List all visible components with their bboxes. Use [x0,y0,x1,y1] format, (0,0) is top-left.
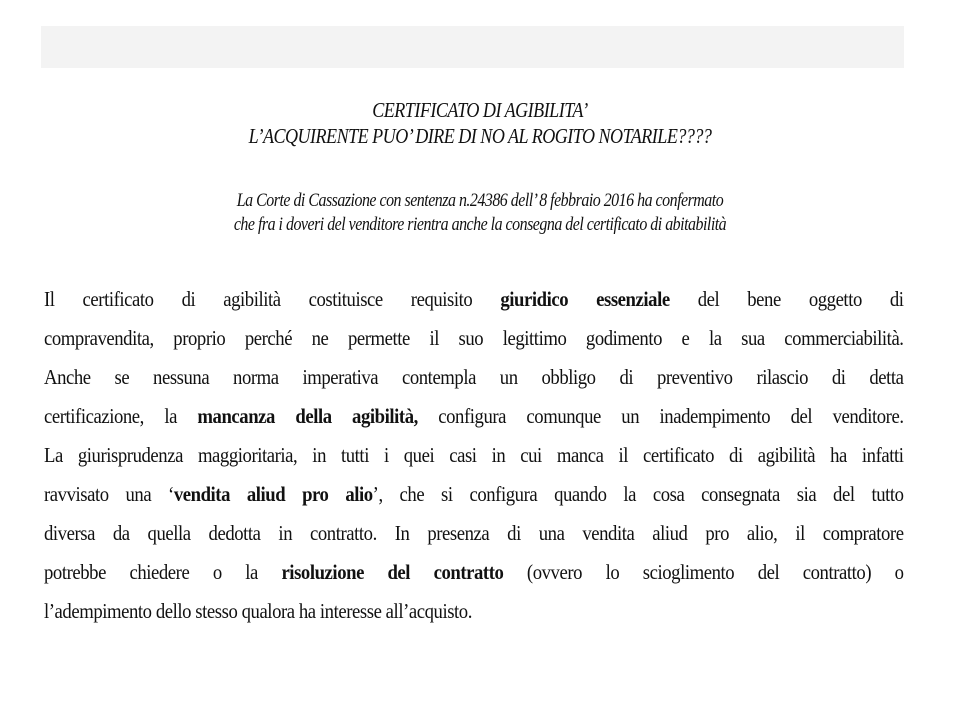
bold-term: giuridico essenziale [500,287,670,311]
bold-term: vendita aliud pro alio [173,482,373,506]
body-text-segment: configura comunque un inadempimento del venditore. [417,404,904,428]
bold-term: risoluzione del contratto [281,560,504,584]
body-text-segment: Il certificato di agibilità costituisce requisito [44,287,501,311]
body-line: Anche se nessuna norma imperativa contempla un obbligo di preventivo rilascio di detta [44,365,904,389]
document-title-question: L’ACQUIRENTE PUO’ DIRE DI NO AL ROGITO NOTARILE???? [248,124,712,148]
bold-term: mancanza della agibilità, [197,404,418,428]
body-line: l’adempimento dello stesso qualora ha interesse all’acquisto. [44,599,472,623]
document-title: CERTIFICATO DI AGIBILITA’ [372,98,588,122]
body-text-segment: ravvisato una ‘ [44,482,174,506]
body-text-segment: certificazione, la [44,404,198,428]
body-text-segment: potrebbe chiedere o la [44,560,282,584]
body-line: compravendita, proprio perché ne permette il suo legittimo godimento e la sua commerciabilità. [44,326,904,350]
body-line [44,397,904,436]
subtitle-seller-duties: che fra i doveri del venditore rientra anche la consegna del certificato di abitabilità [233,214,727,235]
header-band [41,26,904,68]
body-line [44,475,904,514]
body-line [44,553,904,592]
body-line [44,280,904,319]
body-line: diversa da quella dedotta in contratto. In presenza di una vendita aliud pro alio, il compratore [44,521,904,545]
body-paragraph [44,280,904,631]
subtitle-sentence-reference: La Corte di Cassazione con sentenza n.24386 dell’ 8 febbraio 2016 ha confermato [236,190,724,211]
body-text-segment: ’, che si configura quando la cosa consegnata sia del tutto [372,482,904,506]
body-line: La giurisprudenza maggioritaria, in tutti i quei casi in cui manca il certificato di agibilità ha infatti [44,443,904,467]
body-text-segment: del bene oggetto di [669,287,904,311]
body-text-segment: (ovvero lo scioglimento del contratto) o [503,560,904,584]
